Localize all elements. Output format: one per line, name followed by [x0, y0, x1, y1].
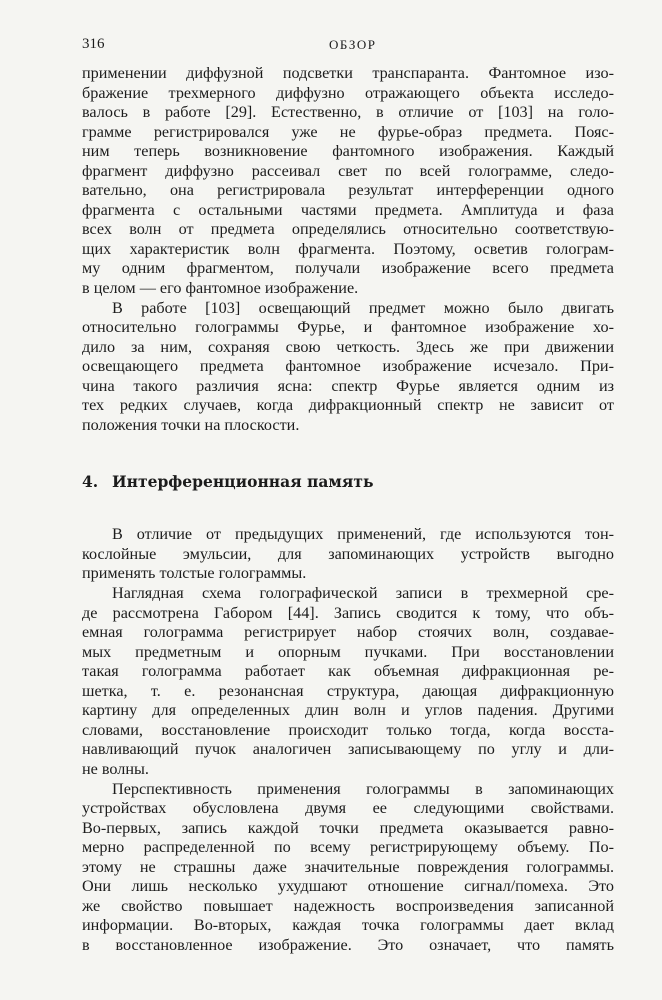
text-line: фрагмент диффузно рассеивал свет по всей голограмме, следо- — [82, 161, 614, 180]
text-line: В отличие от предыдущих применений, где используются тон- — [112, 525, 614, 544]
text-line: не волны. — [82, 759, 149, 778]
text-line: картину для определенных длин волн и углов падения. Другими — [82, 701, 614, 720]
page-number: 316 — [82, 36, 105, 52]
text-line: применении диффузной подсветки транспаранта. Фантомное изо- — [82, 64, 614, 82]
text-line: валось в работе [29]. Естественно, в отличие от [103] на голо- — [82, 103, 614, 122]
text-line: же свойство повышает надежность воспроизведения записанной — [82, 896, 614, 915]
text-line: в целом — его фантомное изображение. — [82, 279, 359, 298]
text-line: тех редких случаев, когда дифракционный спектр не зависит от — [82, 396, 614, 415]
paragraph-gabor-scheme — [82, 584, 614, 779]
text-line: такая голограмма работает как объемная дифракционная ре- — [82, 662, 614, 681]
text-line: де рассмотрена Габором [44]. Запись сводится к тому, что объ- — [82, 603, 614, 622]
text-line: Наглядная схема голографической записи в трехмерной сре- — [112, 584, 614, 603]
paragraph-thick-holograms — [82, 525, 614, 584]
text-line: щих характеристик волн фрагмента. Поэтому, осветив голограм- — [82, 239, 614, 258]
text-line: чина такого различия ясна: спектр Фурье является одним из — [82, 376, 614, 395]
text-line: вательно, она регистрировала результат интерференции одного — [82, 181, 614, 200]
text-line: ним теперь возникновение фантомного изображения. Каждый — [82, 142, 614, 161]
text-line: мерно распределенной по всему регистрирующему объему. По- — [82, 838, 614, 857]
running-head-title: ОБЗОР — [329, 37, 377, 52]
paragraph-phantom-continued — [82, 64, 614, 299]
text-line: освещающего предмета фантомное изображение исчезало. При- — [82, 357, 614, 376]
text-line: информации. Во-вторых, каждая точка голограммы дает вклад — [82, 916, 614, 935]
text-line: дило за ним, сохраняя свою четкость. Здесь же при движении — [82, 337, 614, 356]
text-line: емная голограмма регистрирует набор стоячих волн, создавае- — [82, 623, 614, 642]
text-line: мых предметным и опорным пучками. При восстановлении — [82, 642, 614, 661]
text-line: относительно голограммы Фурье, и фантомное изображение хо- — [82, 318, 614, 337]
text-line: словами, восстановление происходит только тогда, когда восста- — [82, 720, 614, 739]
text-line: грамме регистрировался уже не фурье-образ предмета. Пояс- — [82, 122, 614, 141]
text-line: применять толстые голограммы. — [82, 564, 307, 583]
text-line: всех волн от предмета определялись относительно соответствую- — [82, 220, 614, 239]
text-line: бражение трехмерного диффузно отражающего объекта исследо- — [82, 83, 614, 102]
text-line: этому не страшны даже значительные повреждения голограммы. — [82, 857, 614, 876]
text-line: Перспективность применения голограммы в запоминающих — [112, 779, 614, 798]
text-line: положения точки на плоскости. — [82, 415, 300, 434]
book-page — [82, 36, 614, 955]
paragraph-memory-properties — [82, 780, 614, 956]
text-line: Во-первых, запись каждой точки предмета оказывается равно- — [82, 818, 614, 837]
paragraph-fourier-phantom — [82, 299, 614, 436]
text-line: В работе [103] освещающий предмет можно было двигать — [112, 298, 614, 317]
section-title: Интерференционная память — [112, 472, 374, 492]
section-number: 4. — [82, 472, 99, 492]
text-line: в восстановленное изображение. Это означает, что память — [82, 935, 614, 954]
text-line: Они лишь несколько ухудшают отношение сигнал/помеха. Это — [82, 877, 614, 896]
text-line: кослойные эмульсии, для запоминающих устройств выгодно — [82, 544, 614, 563]
text-line: навливающий пучок аналогичен записывающему по углу и дли- — [82, 740, 614, 759]
text-line: шетка, т. е. резонансная структура, дающая дифракционную — [82, 681, 614, 700]
section-heading — [82, 471, 614, 493]
text-line: устройствах обусловлена двумя ее следующими свойствами. — [82, 799, 614, 818]
text-line: фрагмента с остальными частями предмета. Амплитуда и фаза — [82, 200, 614, 219]
text-line: му одним фрагментом, получали изображение всего предмета — [82, 259, 614, 278]
running-head — [82, 36, 614, 62]
